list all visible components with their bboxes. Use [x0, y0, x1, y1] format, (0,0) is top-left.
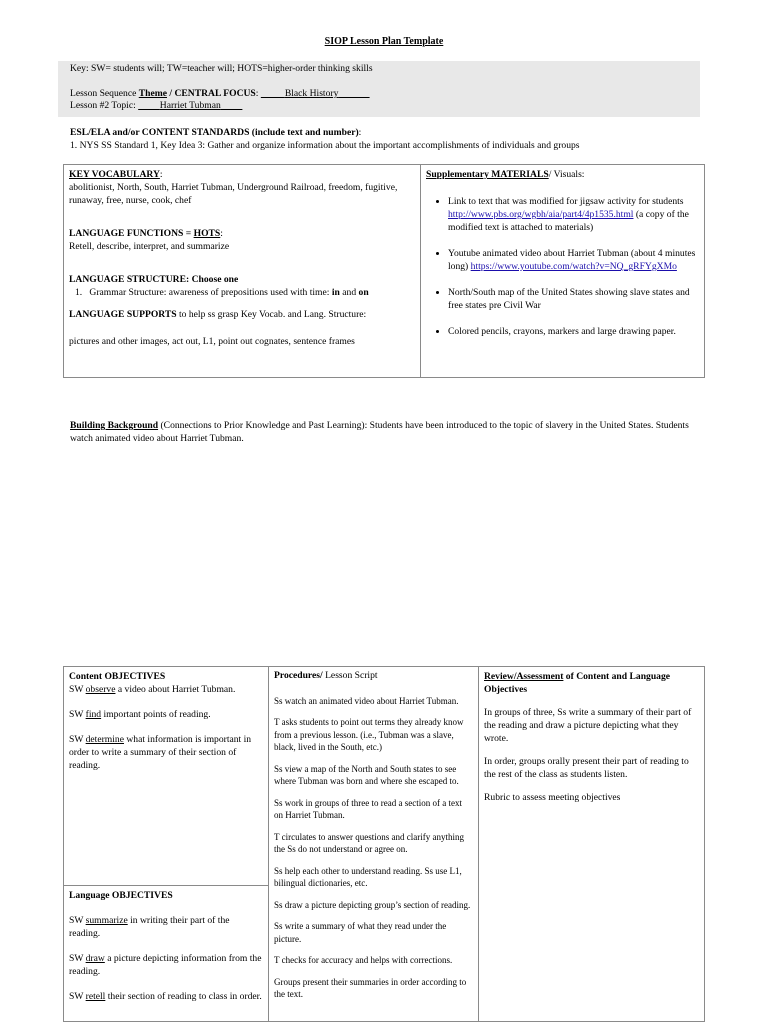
lesson-topic-value: Harriet Tubman	[159, 100, 221, 111]
standards-text: 1. NYS SS Standard 1, Key Idea 3: Gather and organize information about the important accomplishments of individuals and groups	[70, 140, 580, 151]
procedure-step: Ss write a summary of what they read under the picture.	[274, 921, 447, 944]
building-background: Building Background (Connections to Prior Knowledge and Past Learning): Students have been introduced to the topic of slavery in the United States. Students watch animated video about Harriet Tubman.	[70, 420, 689, 444]
objectives-cell	[64, 667, 269, 1022]
page-title: SIOP Lesson Plan Template	[324, 36, 444, 47]
language-functions-heading: LANGUAGE FUNCTIONS = HOTS:	[69, 228, 223, 239]
key-vocab-heading: KEY VOCABULARY	[69, 169, 160, 180]
content-objectives-heading: Content OBJECTIVES	[69, 671, 166, 682]
list-item: • Colored pencils, crayons, markers and large drawing paper.	[448, 325, 699, 338]
review-cell	[479, 667, 705, 1022]
procedures-cell	[269, 667, 479, 1022]
key-line: Key: SW= students will; TW=teacher will; HOTS=higher-order thinking skills	[70, 63, 373, 74]
key-vocab-text: abolitionist, North, South, Harriet Tubman, Underground Railroad, freedom, fugitive, runaway, free, nurse, cook, chef	[69, 182, 398, 206]
language-objective-1: SW summarize in writing their part of the reading.	[69, 915, 230, 939]
content-objective-1: SW observe a video about Harriet Tubman.	[69, 684, 236, 695]
procedure-step: Ss work in groups of three to read a section of a text on Harriet Tubman.	[274, 797, 462, 820]
procedure-step: Ss view a map of the North and South states to see where Tubman was born and where she escaped to.	[274, 763, 459, 786]
lesson-sequence-value: Black History	[284, 88, 339, 99]
list-item: • North/South map of the United States showing slave states and free states pre Civil War	[448, 286, 699, 312]
objectives-table	[63, 666, 705, 1022]
procedure-step: Ss watch an animated video about Harriet Tubman.	[274, 695, 459, 706]
language-structure-item: 1. Grammar Structure: awareness of prepositions used with time: in and on	[75, 287, 369, 298]
review-item: In groups of three, Ss write a summary of their part of the reading and draw a picture depicting what they wrote.	[484, 707, 692, 744]
procedures-heading: Procedures/ Lesson Script	[274, 670, 378, 681]
language-supports-heading: LANGUAGE SUPPORTS to help ss grasp Key Vocab. and Lang. Structure:	[69, 309, 367, 320]
review-heading: Review/Assessment of Content and Language Objectives	[484, 671, 671, 695]
procedure-step: Groups present their summaries in order according to the text.	[274, 976, 467, 999]
materials-list	[426, 195, 699, 338]
language-objectives-heading: Language OBJECTIVES	[69, 890, 173, 901]
vocab-cell: KEY VOCABULARY: abolitionist, North, South, Harriet Tubman, Underground Railroad, freedom, fugitive, runaway, free, nurse, cook, chef LANGUAGE FUNCTIONS = HOTS: Retell, describe, interpret, and summarize LANGUAGE STRUCTURE: Choose one 1. Grammar Structure: awareness of prepositions used with time: in and on LANGUAGE SUPPORTS to help ss grasp Key Vocab. and Lang. Structure: pictures and other images, act out, L1, point out cognates, sentence frames	[64, 165, 421, 378]
youtube-link[interactable]: https://www.youtube.com/watch?v=NQ_gRFYgXMo	[470, 261, 677, 272]
review-item: In order, groups orally present their part of reading to the rest of the class as students listen.	[484, 756, 689, 780]
list-item: • Link to text that was modified for jigsaw activity for students http://www.pbs.org/wgbh/aia/part4/4p1535.html (a copy of the modified text is attached to materials)	[448, 195, 699, 234]
vocab-materials-table	[63, 164, 705, 378]
content-objective-2: SW find important points of reading.	[69, 709, 211, 720]
language-objectives	[64, 885, 268, 1006]
materials-cell	[421, 165, 705, 378]
procedure-step: T checks for accuracy and helps with corrections.	[274, 955, 453, 965]
language-functions-text: Retell, describe, interpret, and summarize	[69, 241, 230, 252]
procedure-step: T asks students to point out terms they already know from a previous lesson. (i.e., Tubman was a slave, black, lived in the South, etc.)	[274, 717, 464, 752]
language-structure-heading: LANGUAGE STRUCTURE: Choose one	[69, 274, 239, 285]
lesson-sequence: Lesson Sequence Theme / CENTRAL FOCUS: Black History	[70, 88, 339, 99]
procedure-step: T circulates to answer questions and clarify anything the Ss do not understand or agree on.	[274, 831, 465, 854]
lesson-topic: Lesson #2 Topic: Harriet Tubman	[70, 100, 221, 111]
content-objective-3: SW determine what information is important in order to write a summary of their section of reading.	[69, 734, 252, 771]
pbs-link[interactable]: http://www.pbs.org/wgbh/aia/part4/4p1535.html	[448, 209, 634, 220]
procedure-step: Ss help each other to understand reading. Ss use L1, bilingual dictionaries, etc.	[274, 865, 462, 888]
review-item: Rubric to assess meeting objectives	[484, 792, 621, 803]
language-supports-text: pictures and other images, act out, L1, point out cognates, sentence frames	[69, 336, 355, 347]
standards-heading: ESL/ELA and/or CONTENT STANDARDS (include text and number):	[70, 127, 362, 138]
procedure-step: Ss draw a picture depicting group’s section of reading.	[274, 899, 471, 910]
materials-heading: Supplementary MATERIALS/ Visuals:	[426, 169, 585, 180]
list-item: • Youtube animated video about Harriet Tubman (about 4 minutes long) https://www.youtube.com/watch?v=NQ_gRFYgXMo	[448, 247, 699, 273]
language-objective-2: SW draw a picture depicting information from the reading.	[69, 953, 262, 977]
content-objectives	[64, 667, 268, 885]
language-objective-3: SW retell their section of reading to class in order.	[69, 991, 262, 1002]
